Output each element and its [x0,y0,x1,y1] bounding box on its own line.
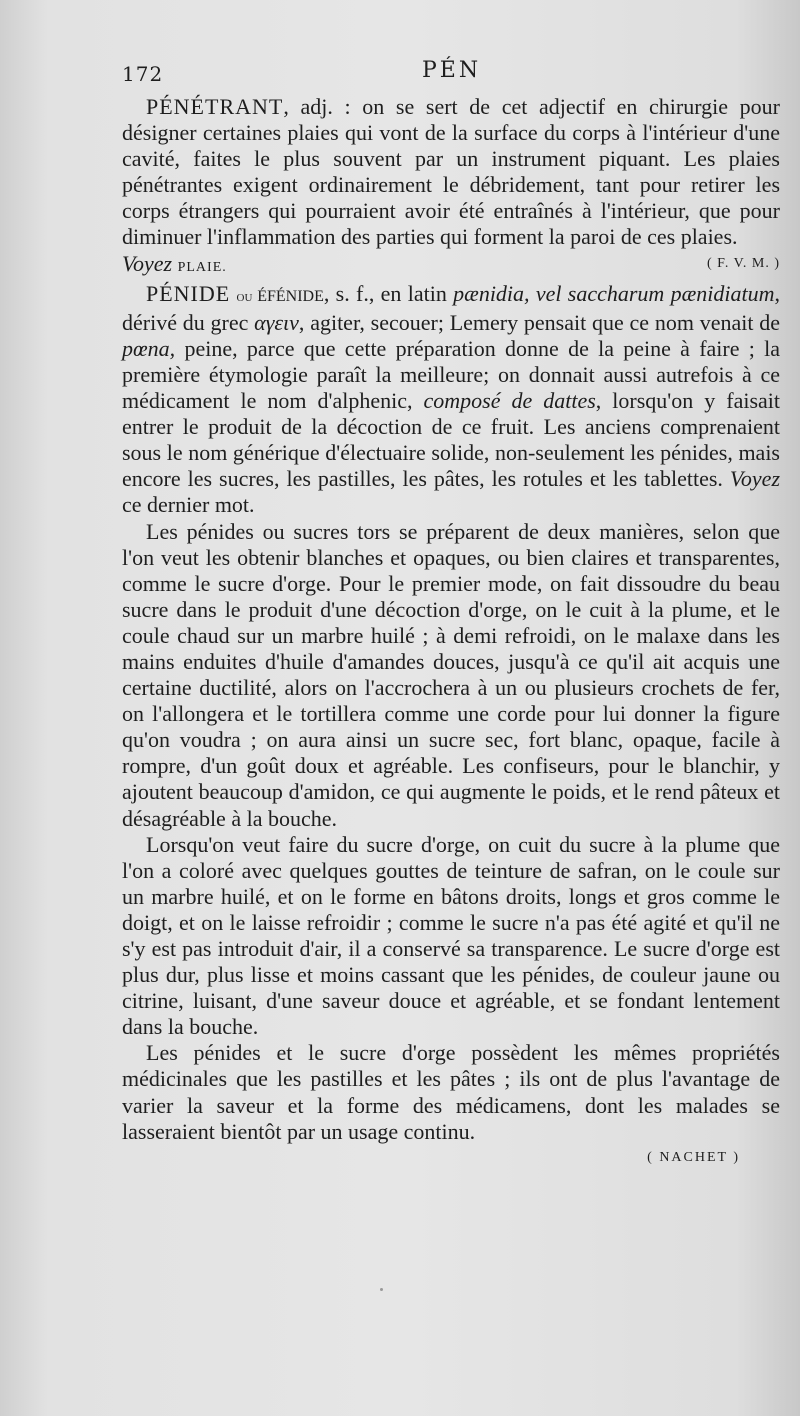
alt-headword: ou ÉFÉNIDE [236,287,324,305]
running-head: PÉN [422,58,482,83]
entry-penide [122,281,780,519]
pos-penide: , s. f., en latin [323,280,447,306]
paragraph-proprietes: Les pénides et le sucre d'orge possèdent les mêmes propriétés médicinales que les pastilles et les pâtes ; ils ont de plus l'avantage de varier la saveur et la forme des médicamens, dont les malades se lasseraient bientôt par un usage continu. [122,1040,780,1144]
author-signature-nachet: ( NACHET ) [647,1149,740,1165]
paragraph-sucre-orge: Lorsqu'on veut faire du sucre d'orge, on cuit du sucre à la plume que l'on a coloré avec quelques gouttes de teinture de safran, on le coule sur un marbre huilé, et on le forme en bâtons droits, longs et gros comme le doigt, et on le laisse refroidir ; comme le sucre n'a pas été agité et qu'il ne s'y est pas introduit d'air, il a conservé sa transparence. Le sucre d'orge est plus dur, plus lisse et moins cassant que les pénides, de couleur jaune ou citrine, luisant, d'une saveur douce et agréable, et se fondant lentement dans la bouche. [122,831,780,1040]
pos-penetrant: , adj. : [283,94,351,119]
paragraph-preparation: Les pénides ou sucres tors se préparent de deux manières, selon que l'on veut les obtenir blanches et opaques, ou bien claires et transparentes, comme le sucre d'orge. Pour le premier mode, on fait dissoudre du beau sucre dans le produit d'une décoction d'orge, on le cuit à la plume, et le coule chaud sur un marbre huilé ; à demi refroidi, on le malaxe dans les mains enduites d'huile d'amandes douces, jusqu'à ce qu'il ait acquis une certaine ductilité, alors on l'accrochera à un ou plusieurs crochets de fer, on l'allongera et le tortillera comme une corde pour lui donner la figure qu'on voudra ; on aura ainsi un sucre sec, fort blanc, opaque, facile à rompre, d'un goût doux et agréable. Les confiseurs, pour le blanchir, y ajoutent beaucoup d'amidon, ce qui augmente le poids, et le rend pâteux et désagréable à la bouche. [122,518,780,831]
latin-name: pænidia, vel saccharum pænidiatum [453,280,775,306]
page-header [122,58,762,92]
page-number: 172 [122,62,164,86]
definition-penetrant: on se sert de cet adjectif en chirurgie pour désigner certaines plaies qui vont de la surface du corps à l'intérieur d'une cavité, faites le plus souvent par un instrument piquant. Les plaies pénétrantes exigent ordinairement le débridement, tant pour retirer les corps étrangers qui pourraient avoir été entraînés à l'intérieur, que pour diminuer l'inflammation des parties qui forment la paroi de ces plaies. [122,94,781,250]
greek-word: αγειν [254,309,299,335]
see-target: PLAIE. [177,259,227,275]
compose-de-dattes: composé de dattes [423,388,596,414]
headword-penetrant: PÉNÉTRANT [146,94,284,119]
see-word: Voyez [122,250,173,276]
etymology-continuation: peine, parce que cette préparation donne de la peine à faire ; la première étymologie paraît la meilleure; on donnait aussi autrefois à ce médicament le nom d'alphenic, [122,335,781,414]
latin-poena: pœna, [122,335,176,361]
see-word-2: Voyez [729,466,781,492]
etymology-text: , dérivé du grec [122,280,781,335]
article-body [122,94,780,1171]
dernier-mot: ce dernier mot. [122,492,255,518]
entry-penetrant [122,94,780,251]
lemery-text: , agiter, secouer; Lemery pensait que ce nom venait de [298,309,781,335]
headword-penide: PÉNIDE [146,280,231,306]
electuaire-text: , lorsqu'on y faisait entrer le produit de la décoction de ce fruit. Les anciens comprenaient sous le nom générique d'électuaire solide, non-seulement les pénides, mais encore les sucres, les pastilles, les pâtes, les rotules et les tablettes. [122,388,780,492]
cross-reference-penetrant [122,251,780,281]
paper-speck [380,1288,383,1291]
author-signature-fvm: ( F. V. M. ) [707,255,780,271]
